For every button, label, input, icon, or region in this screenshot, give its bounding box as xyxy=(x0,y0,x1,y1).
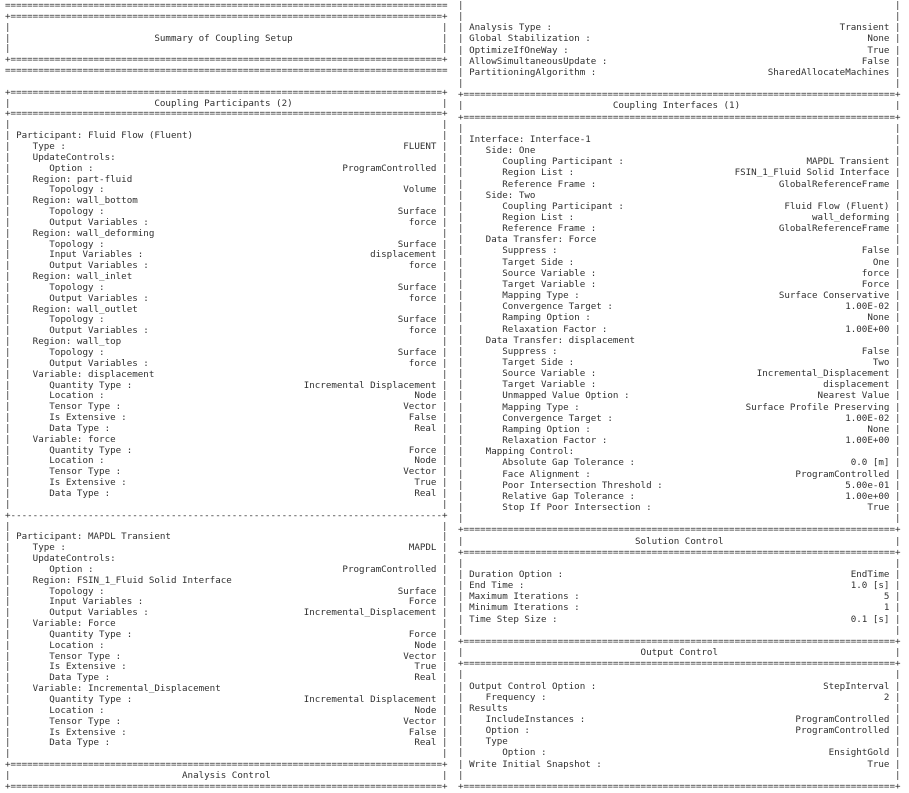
key-line: | UpdateControls: | xyxy=(5,553,448,565)
key-line: | UpdateControls: | xyxy=(5,151,448,163)
key-value-line: | Location : Node | xyxy=(5,639,448,651)
key-line: | Participant: MAPDL Transient | xyxy=(5,531,448,543)
key-line: | Region: wall_inlet | xyxy=(5,271,448,283)
key-value-line: | Relative Gap Tolerance : 1.00e+00 | xyxy=(458,490,901,502)
key-value-line: | Output Variables : force | xyxy=(5,325,448,337)
double-separator-line: ================================================================================ xyxy=(5,0,448,11)
box-border-line: +==============================================================================+ xyxy=(458,658,901,670)
box-empty-line: | | xyxy=(5,498,448,510)
key-value-line: | Input Variables : Force | xyxy=(5,596,448,608)
key-value-line: | Data Type : Real | xyxy=(5,422,448,434)
key-value-line: | Relaxation Factor : 1.00E+00 | xyxy=(458,323,901,335)
key-value-line: | Unmapped Value Option : Nearest Value | xyxy=(458,390,901,402)
box-border-line: +==============================================================================+ xyxy=(458,780,901,792)
key-value-line: | Output Variables : force | xyxy=(5,216,448,228)
key-value-line: | Mapping Type : Surface Profile Preserving | xyxy=(458,401,901,413)
box-empty-line: | | xyxy=(458,624,901,636)
key-line: | Variable: force | xyxy=(5,433,448,445)
box-empty-line: | | xyxy=(458,769,901,781)
key-line: | Interface: Interface-1 | xyxy=(458,133,901,145)
key-line: | Region: part-fluid | xyxy=(5,173,448,185)
section-title-line: | Analysis Control | xyxy=(5,769,448,781)
key-value-line: | Target Side : Two | xyxy=(458,357,901,368)
key-value-line: | Quantity Type : Force | xyxy=(5,628,448,640)
box-empty-line: | | xyxy=(5,748,448,760)
key-value-line: | Target Side : One | xyxy=(458,256,901,268)
key-line: | Side: Two | xyxy=(458,189,901,201)
key-value-line: | Option : ProgramControlled | xyxy=(458,725,901,737)
key-value-line: | Face Alignment : ProgramControlled | xyxy=(458,468,901,480)
box-border-line: +==============================================================================+ xyxy=(458,546,901,558)
key-value-line: | Stop If Poor Intersection : True | xyxy=(458,502,901,514)
section-title-line: | Output Control | xyxy=(458,647,901,659)
box-border-line: +==============================================================================+ xyxy=(5,108,448,120)
key-value-line: | Type : MAPDL | xyxy=(5,542,448,554)
box-empty-line: | | xyxy=(5,21,448,33)
key-value-line: | Output Variables : force | xyxy=(5,357,448,369)
key-value-line: | Output Variables : force | xyxy=(5,292,448,304)
section-title-line: | Summary of Coupling Setup | xyxy=(5,32,448,44)
key-value-line: | Write Initial Snapshot : True | xyxy=(458,758,901,770)
key-line: | Results | xyxy=(458,702,901,714)
key-value-line: | Quantity Type : Incremental Displacement | xyxy=(5,379,448,391)
key-value-line: | Global Stabilization : None | xyxy=(458,33,901,45)
key-value-line: | Minimum Iterations : 1 | xyxy=(458,602,901,614)
box-empty-line: | | xyxy=(458,122,901,134)
key-line: | Region: wall_top | xyxy=(5,336,448,348)
key-value-line: | Quantity Type : Force | xyxy=(5,444,448,456)
box-border-line: +==============================================================================+ xyxy=(458,524,901,536)
key-value-line: | Topology : Surface | xyxy=(5,347,448,358)
key-line: | Region: wall_outlet | xyxy=(5,303,448,315)
box-border-line: +==============================================================================+ xyxy=(5,10,448,22)
key-value-line: | Is Extensive : True | xyxy=(5,661,448,673)
box-empty-line: | | xyxy=(5,520,448,532)
key-value-line: | Target Variable : displacement | xyxy=(458,379,901,391)
box-empty-line: | | xyxy=(458,513,901,525)
key-value-line: | Relaxation Factor : 1.00E+00 | xyxy=(458,435,901,447)
key-value-line: | IncludeInstances : ProgramControlled | xyxy=(458,714,901,725)
key-value-line: | Output Control Option : StepInterval | xyxy=(458,680,901,692)
key-value-line: | Input Variables : displacement | xyxy=(5,249,448,261)
key-line: | Variable: Incremental_Displacement | xyxy=(5,683,448,695)
key-value-line: | Data Type : Real | xyxy=(5,672,448,684)
key-value-line: | Source Variable : force | xyxy=(458,267,901,279)
box-border-line: +==============================================================================+ xyxy=(5,54,448,66)
key-line: | Variable: displacement | xyxy=(5,368,448,380)
key-value-line: | Mapping Type : Surface Conservative | xyxy=(458,290,901,302)
key-value-line: | Target Variable : Force | xyxy=(458,278,901,290)
box-border-line: +==============================================================================+ xyxy=(458,635,901,647)
key-value-line: | Topology : Surface | xyxy=(5,281,448,293)
key-value-line: | Tensor Type : Vector | xyxy=(5,715,448,727)
key-value-line: | End Time : 1.0 [s] | xyxy=(458,580,901,592)
key-value-line: | PartitioningAlgorithm : SharedAllocateMachines | xyxy=(458,66,901,78)
key-value-line: | OptimizeIfOneWay : True | xyxy=(458,44,901,56)
key-value-line: | Absolute Gap Tolerance : 0.0 [m] | xyxy=(458,457,901,469)
key-value-line: | Reference Frame : GlobalReferenceFrame | xyxy=(458,223,901,235)
key-line: | Mapping Control: | xyxy=(458,446,901,458)
section-title-line: | Solution Control | xyxy=(458,535,901,547)
key-value-line: | Maximum Iterations : 5 | xyxy=(458,591,901,603)
box-empty-line: | | xyxy=(458,557,901,569)
key-value-line: | Analysis Type : Transient | xyxy=(458,22,901,34)
key-value-line: | Is Extensive : False | xyxy=(5,726,448,738)
key-value-line: | Convergence Target : 1.00E-02 | xyxy=(458,412,901,424)
box-border-line: +==============================================================================+ xyxy=(5,759,448,771)
key-value-line: | Data Type : Real | xyxy=(5,737,448,749)
key-value-line: | Coupling Participant : Fluid Flow (Fluent) | xyxy=(458,200,901,212)
key-value-line: | Is Extensive : False | xyxy=(5,412,448,424)
key-value-line: | AllowSimultaneousUpdate : False | xyxy=(458,55,901,67)
key-value-line: | Quantity Type : Incremental Displacement | xyxy=(5,694,448,705)
key-line: | Region: wall_deforming | xyxy=(5,227,448,239)
key-value-line: | Topology : Volume | xyxy=(5,184,448,196)
box-border-line: +==============================================================================+ xyxy=(458,89,901,101)
key-value-line: | Topology : Surface | xyxy=(5,206,448,218)
key-value-line: | Location : Node | xyxy=(5,455,448,467)
section-title-line: | Coupling Participants (2) | xyxy=(5,97,448,109)
key-value-line: | Location : Node | xyxy=(5,704,448,716)
key-line: | Region: wall_bottom | xyxy=(5,195,448,207)
key-value-line: | Topology : Surface | xyxy=(5,314,448,326)
key-value-line: | Is Extensive : True | xyxy=(5,477,448,489)
key-value-line: | Ramping Option : None | xyxy=(458,312,901,324)
key-value-line: | Tensor Type : Vector | xyxy=(5,650,448,662)
key-value-line: | Source Variable : Incremental_Displacement | xyxy=(458,368,901,380)
box-empty-line: | | xyxy=(458,78,901,90)
box-border-line: +==============================================================================+ xyxy=(5,86,448,98)
key-value-line: | Ramping Option : None | xyxy=(458,423,901,435)
key-value-line: | Data Type : Real | xyxy=(5,487,448,499)
key-value-line: | Output Variables : force | xyxy=(5,260,448,272)
key-line: | Type | xyxy=(458,736,901,748)
key-value-line: | Topology : Surface | xyxy=(5,238,448,250)
key-value-line: | Option : ProgramControlled | xyxy=(5,563,448,575)
key-value-line: | Option : ProgramControlled | xyxy=(5,162,448,174)
key-value-line: | Frequency : 2 | xyxy=(458,691,901,703)
key-value-line: | Option : EnsightGold | xyxy=(458,747,901,759)
box-empty-line: | | xyxy=(458,0,901,11)
key-line: | Variable: Force | xyxy=(5,618,448,630)
box-empty-line: | | xyxy=(458,669,901,681)
key-value-line: | Suppress : False | xyxy=(458,345,901,357)
key-value-line: | Reference Frame : GlobalReferenceFrame | xyxy=(458,178,901,190)
key-value-line: | Output Variables : Incremental_Displacement | xyxy=(5,607,448,619)
box-empty-line: | | xyxy=(458,11,901,23)
key-line: | Data Transfer: displacement | xyxy=(458,334,901,346)
key-value-line: | Suppress : False | xyxy=(458,245,901,257)
console-left-column xyxy=(5,1,448,793)
box-empty-line: | | xyxy=(5,119,448,131)
console-right-column xyxy=(458,0,901,792)
key-value-line: | Poor Intersection Threshold : 5.00e-01 | xyxy=(458,479,901,491)
key-value-line: | Region List : wall_deforming | xyxy=(458,211,901,223)
dashed-separator-line: +------------------------------------------------------------------------------+ xyxy=(5,509,448,521)
box-border-line: +==============================================================================+ xyxy=(458,111,901,123)
key-value-line: | Tensor Type : Vector | xyxy=(5,401,448,413)
key-value-line: | Type : FLUENT | xyxy=(5,140,448,152)
key-value-line: | Convergence Target : 1.00E-02 | xyxy=(458,301,901,313)
double-separator-line: ================================================================================ xyxy=(5,65,448,77)
key-value-line: | Time Step Size : 0.1 [s] | xyxy=(458,613,901,625)
key-value-line: | Region List : FSIN_1_Fluid Solid Interface | xyxy=(458,167,901,179)
key-line: | Side: One | xyxy=(458,145,901,157)
key-value-line: | Duration Option : EndTime | xyxy=(458,568,901,580)
box-empty-line: | | xyxy=(5,43,448,55)
key-value-line: | Location : Node | xyxy=(5,390,448,402)
key-line: | Participant: Fluid Flow (Fluent) | xyxy=(5,130,448,142)
key-value-line: | Tensor Type : Vector | xyxy=(5,466,448,478)
key-value-line: | Coupling Participant : MAPDL Transient | xyxy=(458,156,901,168)
key-line: | Data Transfer: Force | xyxy=(458,234,901,246)
key-line: | Region: FSIN_1_Fluid Solid Interface | xyxy=(5,574,448,586)
key-value-line: | Topology : Surface | xyxy=(5,585,448,597)
section-title-line: | Coupling Interfaces (1) | xyxy=(458,100,901,112)
box-border-line: +==============================================================================+ xyxy=(5,780,448,792)
